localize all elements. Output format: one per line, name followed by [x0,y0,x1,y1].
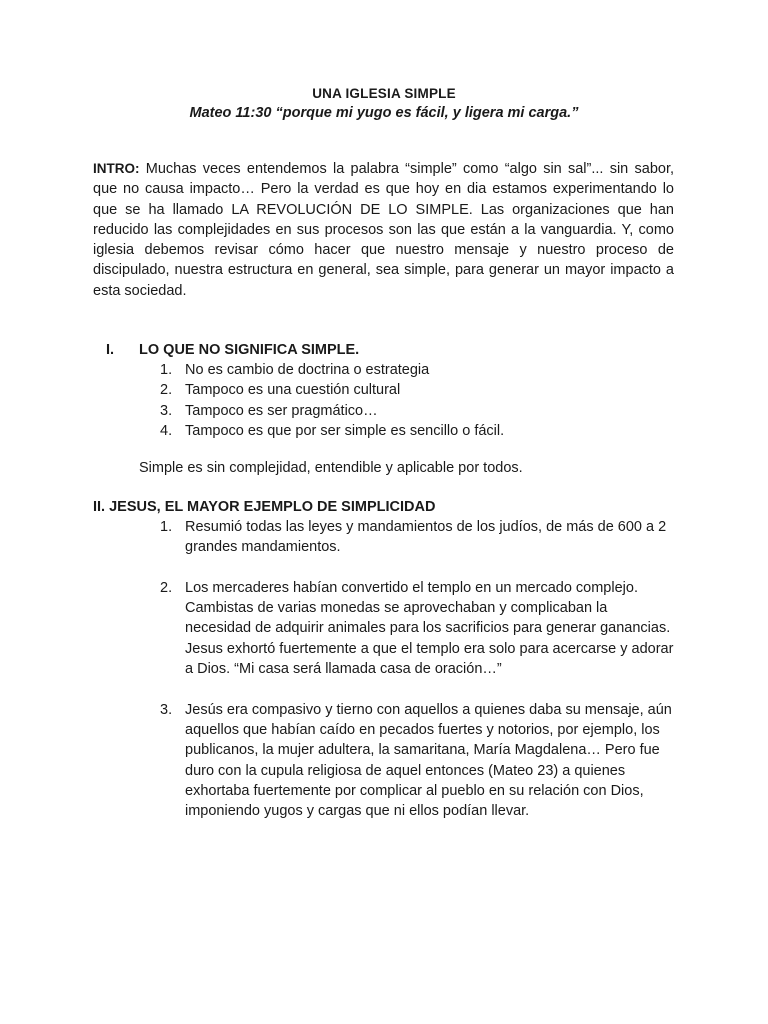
document-subtitle: Mateo 11:30 “porque mi yugo es fácil, y ligera mi carga.” [189,105,579,121]
list-item-number: 2. [160,579,173,596]
section-2-list [160,517,676,842]
document-title: UNA IGLESIA SIMPLE [312,86,456,101]
list-item [160,700,676,822]
list-item [160,360,680,380]
list-item-text: Resumió todas las leyes y mandamientos de los judíos, de más de 600 a 2 grandes mandamientos. [185,519,667,556]
list-item-text: No es cambio de doctrina o estrategia [185,362,430,378]
list-item-number: 4. [160,422,173,439]
list-item-number: 1. [160,362,173,378]
section-1-number: I. [106,342,115,358]
list-item-text: Jesús era compasivo y tierno con aquellos a quienes daba su mensaje, aún aquellos que habían caído en pecados fuertes y notorios, por ejemplo, los publicanos, la mujer adultera, la samaritana, María Magdalena… Pero fue duro con la cupula religiosa de aquel entonces (Mateo 23) a quienes exhortaba fuertemente por complicar al pueblo en su relación con Dios, imponiendo yugos y cargas que ni ellos podían llevar. [185,701,672,820]
section-1-list [160,360,680,441]
list-item [160,578,676,679]
section-1-heading [106,340,359,360]
list-item-text: Tampoco es una cuestión cultural [185,382,401,399]
list-item-number: 1. [160,519,173,535]
list-item [160,401,680,421]
list-item-text: Tampoco es que por ser simple es sencillo o fácil. [185,422,505,439]
simple-definition: Simple es sin complejidad, entendible y aplicable por todos. [139,460,523,476]
intro-text: Muchas veces entendemos la palabra “simple” como “algo sin sal”... sin sabor, que no causa impacto… Pero la verdad es que hoy en dia estamos experimentando lo que se ha llamado LA REVOLUCIÓN DE LO SIMPLE. Las organizaciones que han reducido las complejidades en sus procesos son las que están a la vanguardia. Y, como iglesia debemos revisar cómo hacer que nuestro mensaje y nuestro proceso de discipulado, nuestra estructura en general, sea simple, para generar un mayor impacto a esta sociedad. [93,161,674,299]
intro-label: INTRO: [93,161,140,176]
list-item-number: 3. [160,701,173,718]
list-item-number: 2. [160,382,173,399]
intro-paragraph [93,159,674,301]
list-item [160,421,680,441]
list-item [160,380,680,400]
section-2-heading: II. JESUS, EL MAYOR EJEMPLO DE SIMPLICIDAD [93,499,436,515]
list-item [160,517,676,558]
list-item-text: Los mercaderes habían convertido el templo en un mercado complejo. Cambistas de varias monedas se aprovechaban y complicaban la necesidad de adquirir animales para los sacrificios para generar ganancias. Jesus exhortó fuertemente a que el templo era solo para acercarse y adorar a Dios. “Mi casa será llamada casa de oración…” [185,579,674,678]
list-item-text: Tampoco es ser pragmático… [185,402,378,419]
list-item-number: 3. [160,402,173,419]
section-1-title: LO QUE NO SIGNIFICA SIMPLE. [139,342,360,358]
